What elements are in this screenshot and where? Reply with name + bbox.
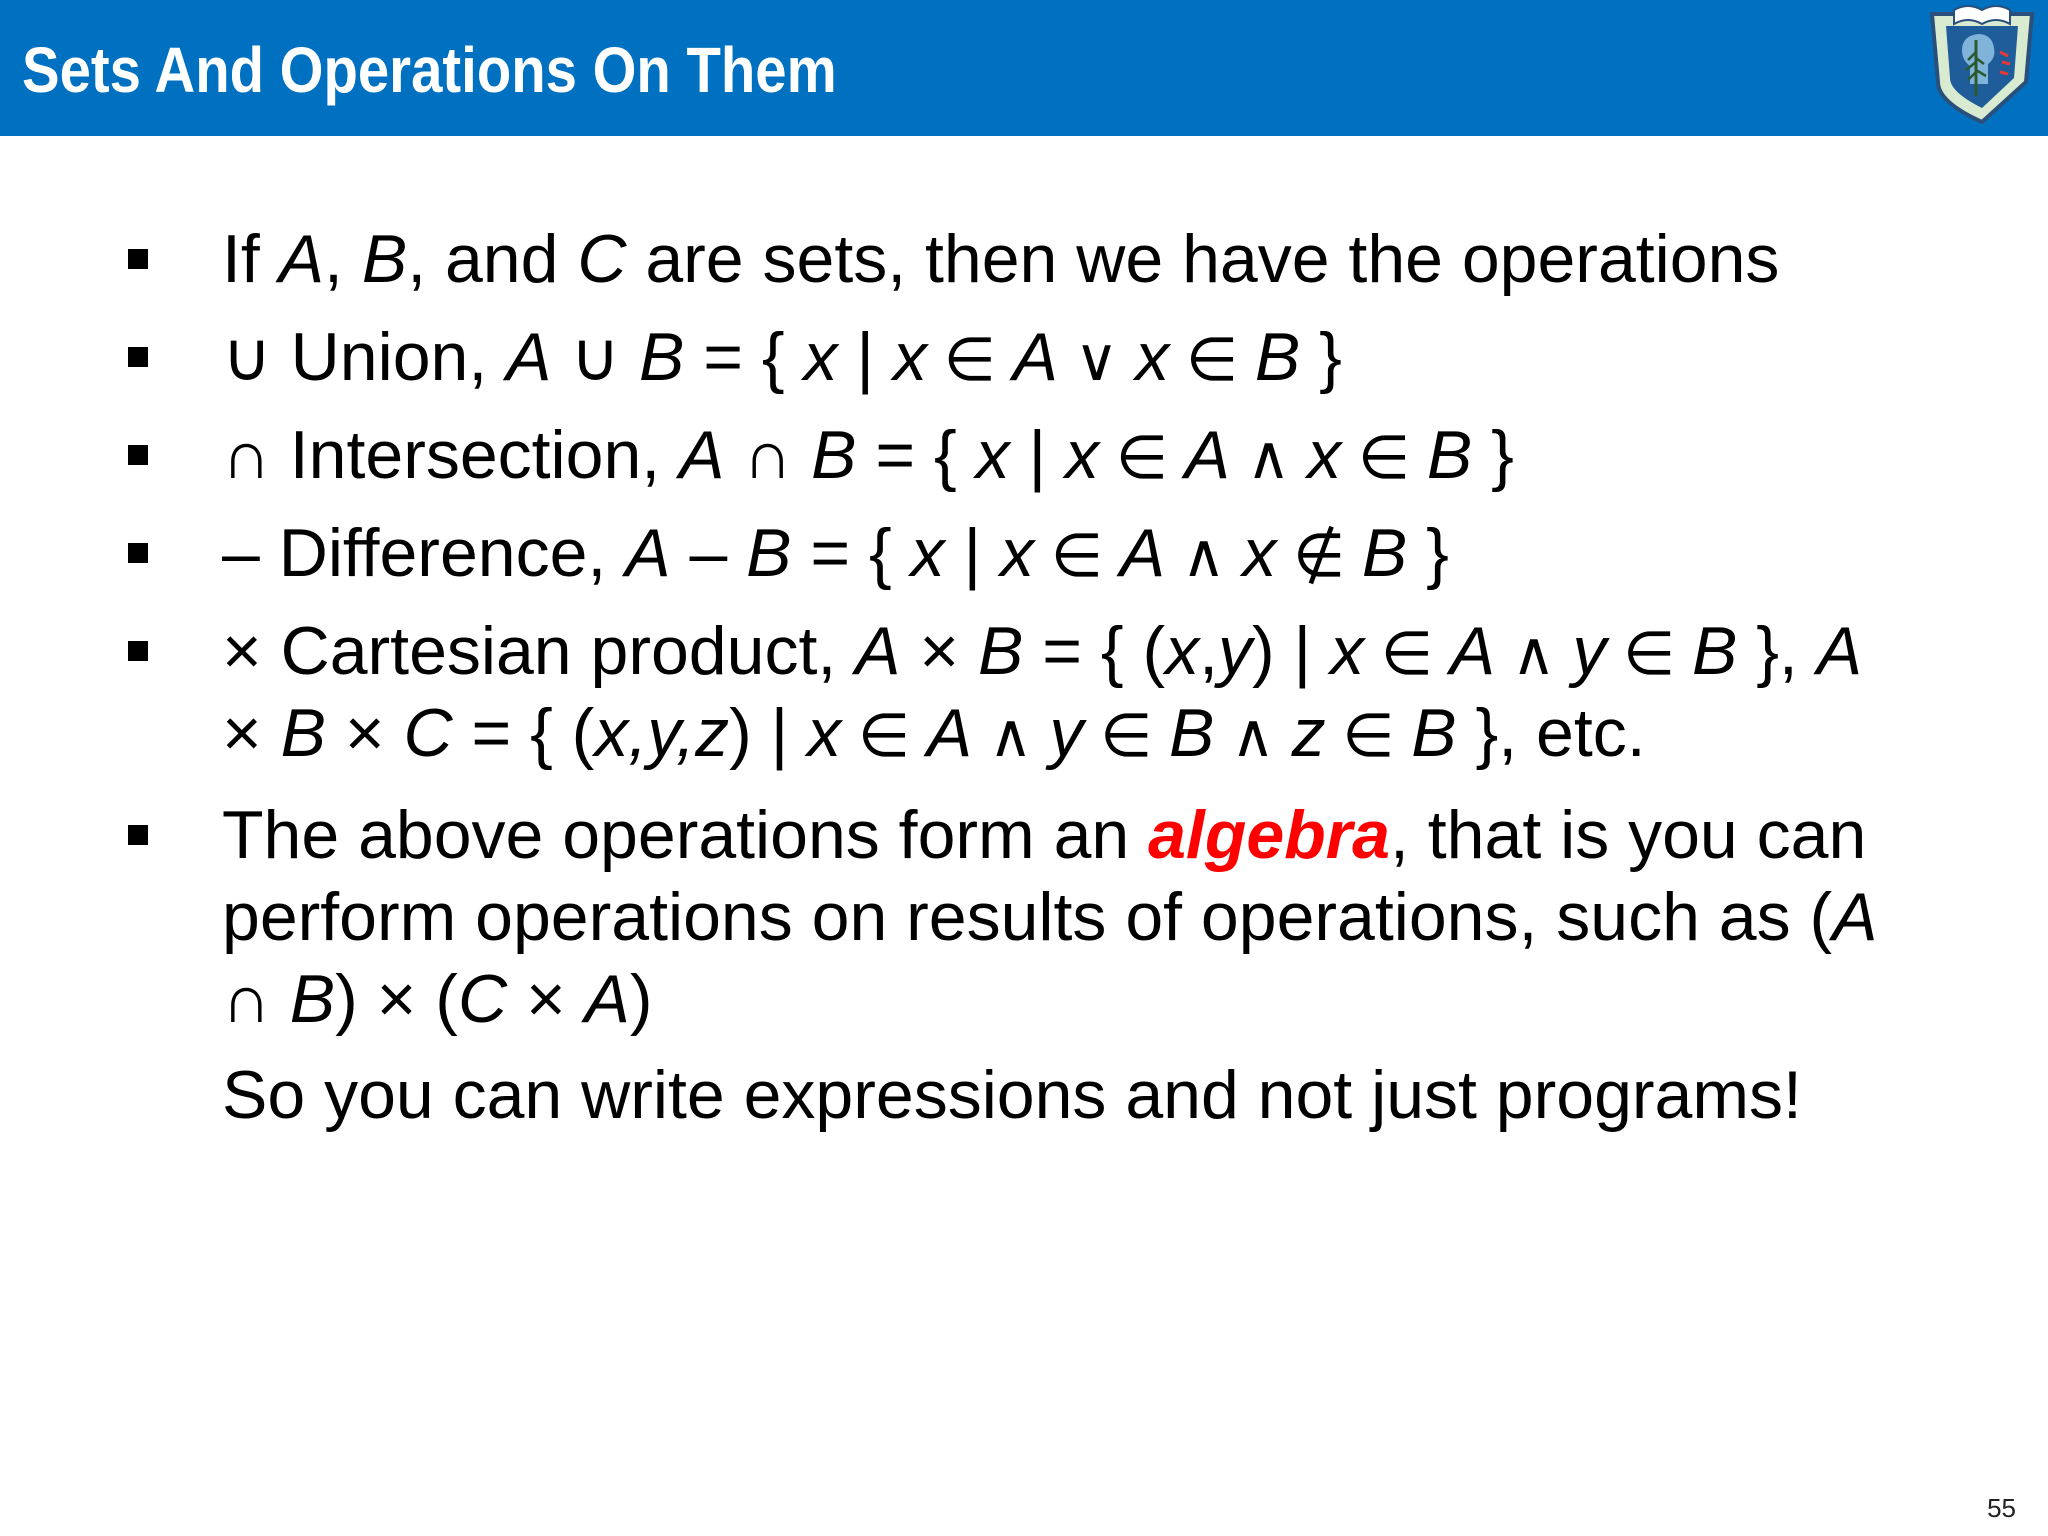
text: }, etc. (1456, 695, 1646, 771)
op: | (1009, 417, 1066, 493)
var: x (1330, 613, 1365, 689)
op: ∈ (1606, 620, 1692, 687)
op: ∈ (1169, 326, 1255, 393)
var: x (1165, 613, 1200, 689)
text: = { (856, 417, 976, 493)
op: | (944, 515, 1001, 591)
var: A (1012, 319, 1058, 395)
op: ∧ (1230, 424, 1308, 491)
op: ∈ (1034, 522, 1120, 589)
text: ) (629, 961, 653, 1037)
op: ∈ (1364, 620, 1450, 687)
op: × (222, 695, 281, 771)
bullet-algebra-line1 (222, 794, 1866, 876)
var: x,y,z (594, 695, 730, 771)
var: B (280, 695, 326, 771)
var: B (1411, 695, 1457, 771)
text: } (1300, 319, 1342, 395)
var: A (926, 695, 973, 771)
var: A (1119, 515, 1166, 591)
var: A (855, 613, 901, 689)
text: – Difference, (222, 515, 626, 591)
text: , and (407, 221, 578, 297)
var: B (289, 961, 336, 1037)
op: ∉ (1276, 522, 1362, 589)
bullet-cartesian-line2 (222, 692, 1646, 777)
op: ∈ (1325, 702, 1412, 769)
var: x (1065, 417, 1100, 493)
op: ∧ (1214, 702, 1292, 769)
text: } (1472, 417, 1514, 493)
highlight-algebra: algebra (1148, 797, 1390, 873)
text: = { ( (1023, 613, 1166, 689)
op: ∈ (1099, 424, 1185, 491)
var: B (746, 515, 792, 591)
text: ) | (1252, 613, 1331, 689)
text: , (324, 221, 362, 297)
var: C (577, 221, 627, 297)
closing-statement: So you can write expressions and not just programs! (222, 1057, 1802, 1133)
var: A (1816, 613, 1863, 689)
op: ∩ (222, 961, 290, 1037)
bullet-marker (128, 543, 148, 563)
op: ) × ( (335, 961, 458, 1037)
text: } (1407, 515, 1449, 591)
bullet-intersection (222, 414, 1514, 499)
bullet-algebra-line2 (222, 876, 1878, 958)
page-number: 55 (1987, 1493, 2016, 1523)
bullet-union (222, 316, 1342, 401)
op: ∈ (1083, 702, 1170, 769)
var: A (1832, 879, 1878, 955)
text: are sets, then we have the operations (626, 221, 1780, 297)
op: | (837, 319, 893, 395)
text: The above operations form an (222, 797, 1149, 873)
var: B (811, 417, 857, 493)
var: C (457, 961, 508, 1037)
text: ∩ Intersection, (222, 417, 680, 493)
op: ∈ (841, 702, 927, 769)
text: = { (684, 319, 804, 395)
var: A (1184, 417, 1230, 493)
bullet-difference (222, 512, 1449, 597)
text: }, (1737, 613, 1817, 689)
bullet-marker (128, 445, 148, 465)
var: B (1254, 319, 1301, 395)
op: ∈ (1341, 424, 1427, 491)
text: = { (791, 515, 911, 591)
text: × Cartesian product, (222, 613, 856, 689)
var: C (403, 695, 453, 771)
text: If (222, 221, 279, 297)
var: B (977, 613, 1024, 689)
bullet-marker (128, 641, 148, 661)
bullet-marker (128, 347, 148, 367)
text: , (1199, 613, 1218, 689)
var: A (506, 319, 552, 395)
var: B (1691, 613, 1738, 689)
var: B (1361, 515, 1408, 591)
op: × (507, 961, 585, 1037)
op: × (900, 613, 978, 689)
var: y (1218, 613, 1252, 689)
var: A (1449, 613, 1496, 689)
var: x (803, 319, 838, 395)
op: × (325, 695, 404, 771)
text: = { ( (452, 695, 595, 771)
slide-title: Sets And Operations On Them (22, 34, 837, 106)
var: x (910, 515, 945, 591)
var: x (1135, 319, 1170, 395)
bullet-marker (128, 249, 148, 269)
op: ∈ (926, 326, 1013, 393)
bullet-algebra-line3 (222, 958, 653, 1040)
op: ∨ (1057, 326, 1136, 393)
op: ∩ (724, 417, 812, 493)
var: A (584, 961, 630, 1037)
var: B (1426, 417, 1473, 493)
var: B (639, 319, 685, 395)
var: x (892, 319, 927, 395)
var: B (361, 221, 408, 297)
var: y (1049, 695, 1084, 771)
bullet-marker (128, 825, 148, 845)
var: B (1169, 695, 1215, 771)
bullet-sets-intro (222, 218, 1779, 300)
op: ∧ (1165, 522, 1243, 589)
op: ∧ (1495, 620, 1573, 687)
var: x (975, 417, 1010, 493)
var: z (1291, 695, 1326, 771)
var: x (1242, 515, 1277, 591)
op: – (670, 515, 747, 591)
var: x (807, 695, 842, 771)
var: A (625, 515, 671, 591)
var: A (679, 417, 725, 493)
text: , that is you can (1390, 797, 1867, 873)
text: ) | (729, 695, 808, 771)
op: ∪ (551, 319, 640, 395)
var: y (1572, 613, 1607, 689)
var: A (278, 221, 325, 297)
bullet-cartesian-line1 (222, 610, 1862, 695)
op: ∧ (972, 702, 1050, 769)
text: perform operations on results of operations, such as ( (222, 879, 1833, 955)
var: x (1000, 515, 1035, 591)
text: ∪ Union, (222, 319, 507, 395)
var: x (1307, 417, 1342, 493)
